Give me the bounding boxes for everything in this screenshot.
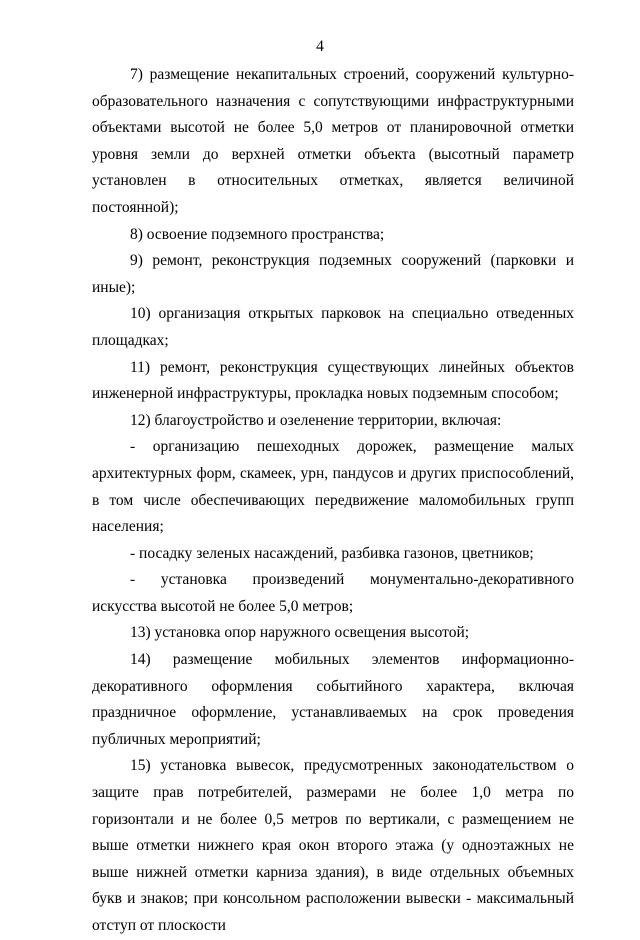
paragraph-item-8: 8) освоение подземного пространства; — [130, 225, 385, 243]
paragraph-subitem-paths: - организацию пешеходных дорожек, размещение малых архитектурных форм, скамеек, урн, пандусов и других приспособлений, в том числе обеспечивающих передвижение маломобильных групп населения; — [92, 438, 574, 536]
paragraph-item-11: 11) ремонт, реконструкция существующих линейных объектов инженерной инфраструктуры, прокладка новых подземным способом; — [92, 358, 574, 403]
paragraph-item-14: 14) размещение мобильных элементов информационно-декоративного оформления событийного характера, включая праздничное оформление, устанавливаемых на срок проведения публичных мероприятий; — [92, 651, 574, 748]
paragraph-item-9: 9) ремонт, реконструкция подземных сооружений (парковки и иные); — [92, 252, 574, 296]
paragraph-item-12: 12) благоустройство и озеленение территории, включая: — [130, 411, 502, 429]
paragraph-item-15: 15) установка вывесок, предусмотренных законодательством о защите прав потребителей, размерами не более 1,0 метра по горизонтали и не более 0,5 метров по вертикали, с размещением не выше отметки нижнего края окон второго этажа (у одноэтажных не выше нижней отметки карниза здания), в виде отдельных объемных букв и знаков; при консольном расположении вывески - максимальный отступ от плоскости — [92, 757, 574, 934]
document-body — [92, 62, 574, 940]
paragraph-subitem-art: - установка произведений монументально-декоративного искусства высотой не более 5,0 метров; — [92, 571, 574, 615]
paragraph-subitem-planting: - посадку зеленых насаждений, разбивка газонов, цветников; — [130, 544, 534, 562]
paragraph-item-10: 10) организация открытых парковок на специально отведенных площадках; — [92, 305, 574, 349]
paragraph-item-13: 13) установка опор наружного освещения высотой; — [130, 624, 470, 642]
page-number: 4 — [316, 38, 324, 55]
paragraph-item-7: 7) размещение некапитальных строений, сооружений культурно-образовательного назначения с сопутствующими инфраструктурными объектами высотой не более 5,0 метров от планировочной отметки уровня земли до верхней отметки объекта (высотный параметр установлен в относительных отметках, является величиной постоянной); — [92, 66, 574, 216]
